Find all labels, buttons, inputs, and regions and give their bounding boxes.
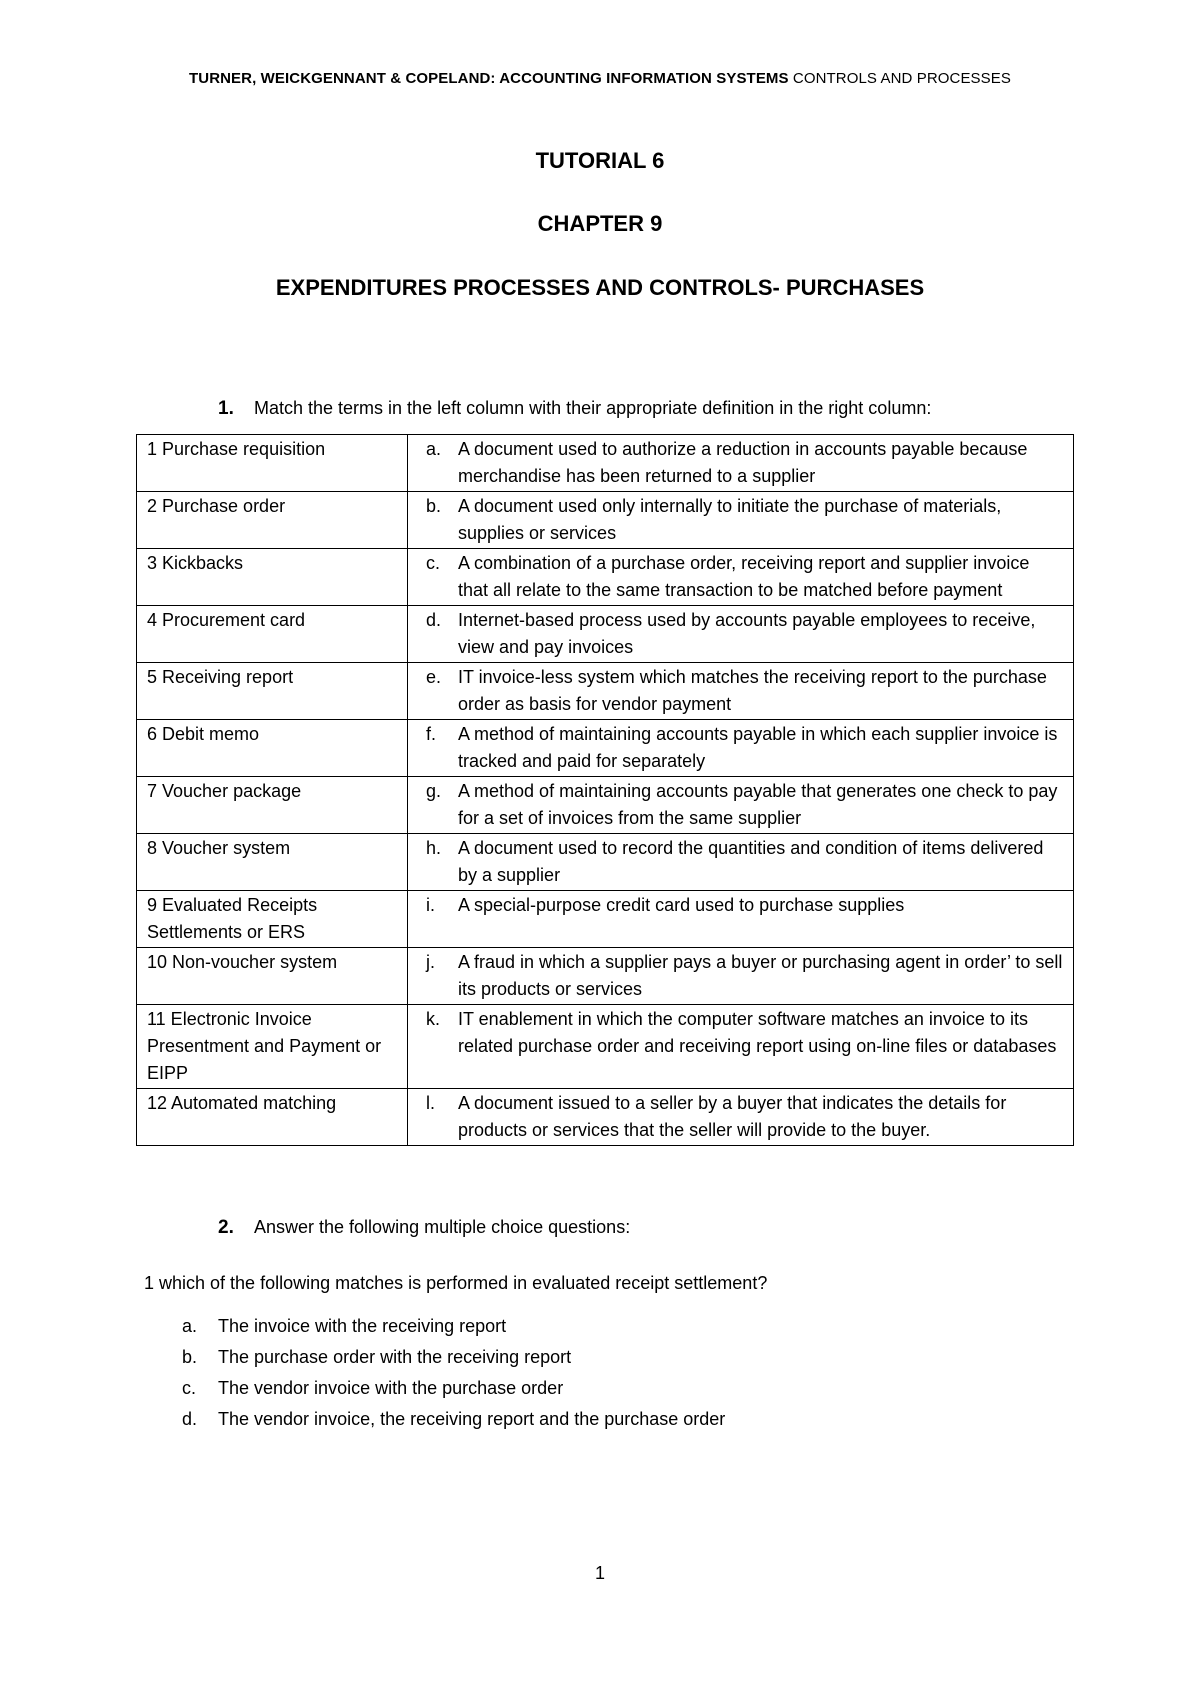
table-row	[137, 891, 1074, 948]
definition-text: A method of maintaining accounts payable that generates one check to pay for a set of invoices from the same supplier	[458, 781, 1058, 828]
definition-cell	[408, 492, 1074, 549]
mcq-1-question: 1 which of the following matches is performed in evaluated receipt settlement?	[144, 1273, 768, 1293]
question-2-text: Answer the following multiple choice questions:	[254, 1217, 631, 1237]
definition-letter: l.	[426, 1093, 435, 1113]
tutorial-title: TUTORIAL 6	[535, 148, 665, 173]
table-row	[137, 834, 1074, 891]
definition-cell	[408, 834, 1074, 891]
table-row	[137, 720, 1074, 777]
topic-title: EXPENDITURES PROCESSES AND CONTROLS- PURCHASES	[275, 275, 925, 300]
definition-text: A combination of a purchase order, receiving report and supplier invoice that all relate to the same transaction to be matched before payment	[458, 553, 1030, 600]
mcq-1-options	[182, 1311, 725, 1435]
definition-text: A method of maintaining accounts payable in which each supplier invoice is tracked and paid for separately	[458, 724, 1058, 771]
definition-cell	[408, 435, 1074, 492]
definition-cell	[408, 720, 1074, 777]
table-row	[137, 435, 1074, 492]
definition-text: A document used only internally to initiate the purchase of materials, supplies or services	[458, 496, 1002, 543]
option-text: The vendor invoice with the purchase order	[218, 1378, 564, 1398]
term-cell: 6 Debit memo	[137, 720, 408, 777]
option-letter: c.	[182, 1378, 197, 1398]
list-item	[182, 1342, 725, 1373]
table-row	[137, 492, 1074, 549]
question-2-number: 2.	[218, 1217, 234, 1238]
definition-letter: i.	[426, 895, 435, 915]
table-row	[137, 777, 1074, 834]
definition-cell	[408, 549, 1074, 606]
question-2-heading	[218, 1217, 630, 1239]
matching-table	[136, 434, 1074, 1146]
header-regular-text: CONTROLS AND PROCESSES	[788, 70, 1011, 87]
term-cell: 9 Evaluated Receipts Settlements or ERS	[137, 891, 408, 948]
definition-letter: b.	[426, 496, 442, 516]
definition-cell	[408, 948, 1074, 1005]
definition-text: A fraud in which a supplier pays a buyer or purchasing agent in order’ to sell its products or services	[458, 952, 1063, 999]
definition-text: A special-purpose credit card used to purchase supplies	[458, 895, 905, 915]
term-cell: 8 Voucher system	[137, 834, 408, 891]
question-1-number: 1.	[218, 398, 234, 419]
list-item	[182, 1373, 725, 1404]
definition-text: A document used to record the quantities and condition of items delivered by a supplier	[458, 838, 1044, 885]
list-item	[182, 1404, 725, 1435]
definition-cell	[408, 663, 1074, 720]
header-bold-text: TURNER, WEICKGENNANT & COPELAND: ACCOUNTING INFORMATION SYSTEMS	[189, 70, 789, 87]
definition-cell	[408, 891, 1074, 948]
definition-letter: c.	[426, 553, 441, 573]
question-1-text: Match the terms in the left column with their appropriate definition in the right column:	[254, 398, 932, 418]
option-text: The invoice with the receiving report	[218, 1316, 507, 1336]
definition-cell	[408, 606, 1074, 663]
definition-letter: e.	[426, 667, 442, 687]
term-cell: 3 Kickbacks	[137, 549, 408, 606]
definition-text: Internet-based process used by accounts payable employees to receive, view and pay invoices	[458, 610, 1036, 657]
definition-text: IT invoice-less system which matches the receiving report to the purchase order as basis for vendor payment	[458, 667, 1047, 714]
option-letter: d.	[182, 1409, 198, 1429]
table-row	[137, 663, 1074, 720]
term-cell: 5 Receiving report	[137, 663, 408, 720]
term-cell: 12 Automated matching	[137, 1089, 408, 1146]
term-cell: 2 Purchase order	[137, 492, 408, 549]
term-cell: 7 Voucher package	[137, 777, 408, 834]
running-header	[0, 70, 1200, 87]
question-1-heading	[218, 398, 931, 420]
definition-text: A document issued to a seller by a buyer that indicates the details for products or services that the seller will provide to the buyer.	[458, 1093, 1007, 1140]
table-row	[137, 606, 1074, 663]
option-letter: b.	[182, 1347, 198, 1367]
definition-letter: a.	[426, 439, 442, 459]
chapter-title: CHAPTER 9	[537, 211, 663, 236]
table-row	[137, 549, 1074, 606]
option-text: The purchase order with the receiving report	[218, 1347, 572, 1367]
definition-letter: j.	[426, 952, 435, 972]
term-cell: 11 Electronic Invoice Presentment and Payment or EIPP	[137, 1005, 408, 1089]
definition-cell	[408, 777, 1074, 834]
table-row	[137, 1005, 1074, 1089]
definition-cell	[408, 1089, 1074, 1146]
list-item	[182, 1311, 725, 1342]
term-cell: 1 Purchase requisition	[137, 435, 408, 492]
definition-letter: k.	[426, 1009, 441, 1029]
term-cell: 10 Non-voucher system	[137, 948, 408, 1005]
definition-letter: f.	[426, 724, 437, 744]
definition-text: A document used to authorize a reduction in accounts payable because merchandise has been returned to a supplier	[458, 439, 1028, 486]
definition-letter: g.	[426, 781, 442, 801]
definition-text: IT enablement in which the computer software matches an invoice to its related purchase order and receiving report using on-line files or databases	[458, 1009, 1057, 1056]
definition-letter: h.	[426, 838, 442, 858]
term-cell: 4 Procurement card	[137, 606, 408, 663]
definition-letter: d.	[426, 610, 442, 630]
option-text: The vendor invoice, the receiving report and the purchase order	[218, 1409, 726, 1429]
definition-cell	[408, 1005, 1074, 1089]
table-row	[137, 948, 1074, 1005]
page-number: 1	[594, 1563, 605, 1583]
option-letter: a.	[182, 1316, 198, 1336]
table-row	[137, 1089, 1074, 1146]
